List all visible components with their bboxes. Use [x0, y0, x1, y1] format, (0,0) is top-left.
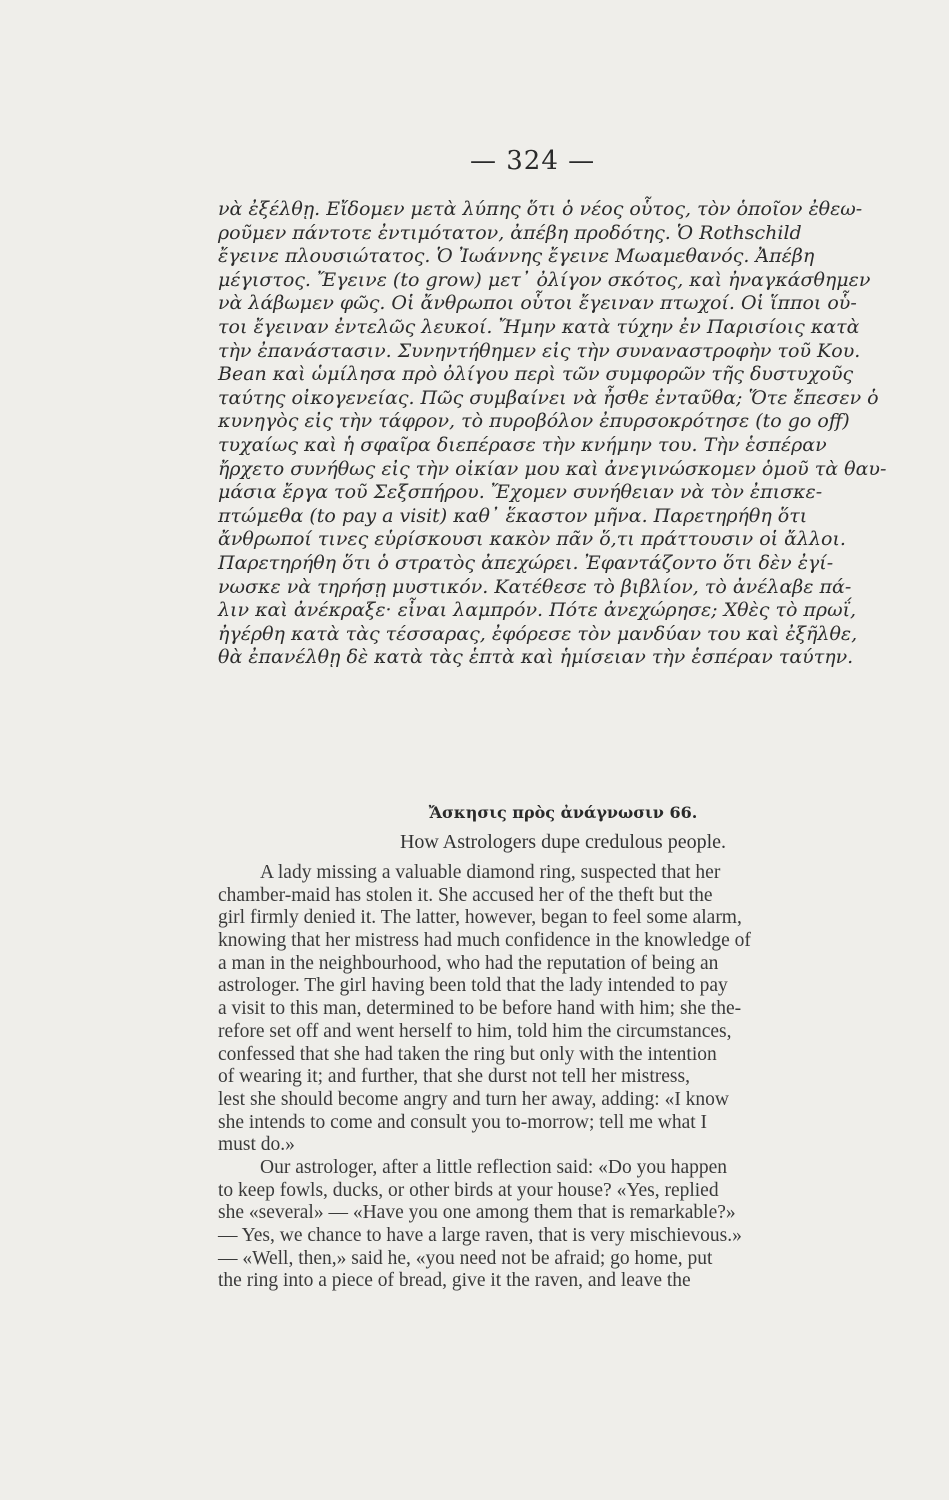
text-line: refore set off and went herself to him, told him the circumstances, — [218, 1020, 732, 1042]
text-line: ἤρχετο συνήθως εἰς τὴν οἰκίαν μου καὶ ἀνεγινώσκομεν ὁμοῦ τὰ θαυ- — [218, 457, 887, 480]
text-line: she intends to come and consult you to-morrow; tell me what I — [218, 1111, 708, 1133]
text-line: girl firmly denied it. The latter, however, began to feel some alarm, — [218, 907, 742, 929]
greek-exercise-text — [218, 198, 908, 670]
english-reading-text — [218, 862, 908, 1293]
text-line: νὰ ἐξέλθῃ. Εἴδομεν μετὰ λύπης ὅτι ὁ νέος οὗτος, τὸν ὁποῖον ἐθεω- — [218, 198, 863, 220]
text-line: chamber-maid has stolen it. She accused her of the theft but the — [218, 884, 713, 906]
text-line: ἠγέρθη κατὰ τὰς τέσσαρας, ἐφόρεσε τὸν μανδύαν του καὶ ἐξῆλθε, — [218, 622, 858, 645]
text-line: astrologer. The girl having been told that the lady intended to pay — [218, 975, 728, 997]
text-line: to keep fowls, ducks, or other birds at your house? «Yes, replied — [218, 1179, 719, 1201]
text-line: μάσια ἔργα τοῦ Σεξσπήρου. Ἔχομεν συνήθειαν νὰ τὸν ἐπισκε- — [218, 481, 823, 504]
text-line: ἄνθρωποί τινες εὑρίσκουσι κακὸν πᾶν ὅ,τι πράττουσιν οἱ ἄλλοι. — [218, 528, 846, 551]
text-line: knowing that her mistress had much confidence in the knowledge of — [218, 930, 751, 952]
text-line: μέγιστος. Ἔγεινε (to grow) μετ᾽ ὀλίγον σκότος, καὶ ἠναγκάσθημεν — [218, 268, 871, 291]
text-line: Παρετηρήθη ὅτι ὁ στρατὸς ἀπεχώρει. Ἐφαντάζοντο ὅτι δὲν ἐγί- — [218, 551, 834, 574]
text-line: A lady missing a valuable diamond ring, suspected that her — [260, 862, 721, 883]
text-line: Bean καὶ ὡμίλησα πρὸ ὀλίγου περὶ τῶν συμφορῶν τῆς δυστυχοῦς — [218, 363, 854, 386]
text-line: a visit to this man, determined to be before hand with him; she the- — [218, 998, 742, 1020]
text-line: the ring into a piece of bread, give it the raven, and leave the — [218, 1270, 691, 1292]
exercise-heading: Ἄσκησις πρὸς ἀνάγνωσιν 66. — [428, 803, 698, 822]
text-line: ροῦμεν πάντοτε ἐντιμότατον, ἀπέβη προδότης. Ὁ Rothschild — [218, 221, 802, 244]
text-line: ἔγεινε πλουσιώτατος. Ὁ Ἰωάννης ἔγεινε Μωαμεθανός. Ἀπέβη — [218, 245, 815, 268]
text-line: she «several» — «Have you one among them that is remarkable?» — [218, 1202, 736, 1224]
text-line: of wearing it; and further, that she durst not tell her mistress, — [218, 1066, 690, 1088]
text-line: lest she should become angry and turn her away, adding: «I know — [218, 1088, 730, 1110]
text-line: τοι ἔγειναν ἐντελῶς λευκοί. Ἤμην κατὰ τύχην ἐν Παρισίοις κατὰ — [218, 315, 860, 338]
text-line: Our astrologer, after a little reflection said: «Do you happen — [260, 1156, 728, 1178]
text-line: confessed that she had taken the ring but only with the intention — [218, 1043, 717, 1065]
text-line: a man in the neighbourhood, who had the reputation of being an — [218, 952, 719, 974]
text-line: — «Well, then,» said he, «you need not be afraid; go home, put — [218, 1247, 713, 1269]
text-line: λιν καὶ ἀνέκραξε· εἶναι λαμπρόν. Πότε ἀνεχώρησε; Χθὲς τὸ πρωΐ, — [218, 599, 857, 622]
exercise-title: How Astrologers dupe credulous people. — [399, 831, 727, 853]
text-line: πτώμεθα (to pay a visit) καθ᾽ ἕκαστον μῆνα. Παρετηρήθη ὅτι — [218, 504, 808, 527]
text-line: — Yes, we chance to have a large raven, that is very mischievous.» — [218, 1225, 742, 1246]
text-line: κυνηγὸς εἰς τὴν τάφρον, τὸ πυροβόλον ἐπυρσοκρότησε (to go off) — [218, 410, 850, 433]
text-line: must do.» — [218, 1134, 295, 1156]
page-number: — 324 — — [470, 146, 596, 176]
text-line: νὰ λάβωμεν φῶς. Οἱ ἄνθρωποι οὗτοι ἔγειναν πτωχοί. Οἱ ἵπποι οὗ- — [218, 292, 857, 315]
text-line: θὰ ἐπανέλθῃ δὲ κατὰ τὰς ἑπτὰ καὶ ἡμίσειαν τὴν ἑσπέραν ταύτην. — [218, 646, 854, 669]
text-line: τὴν ἐπανάστασιν. Συνηντήθημεν εἰς τὴν συναναστροφὴν τοῦ Κου. — [218, 339, 861, 362]
text-line: νωσκε νὰ τηρήσῃ μυστικόν. Κατέθεσε τὸ βιβλίον, τὸ ἀνέλαβε πά- — [218, 575, 852, 598]
text-line: τυχαίως καὶ ἡ σφαῖρα διεπέρασε τὴν κνήμην του. Τὴν ἑσπέραν — [218, 433, 827, 456]
text-line: ταύτης οἰκογενείας. Πῶς συμβαίνει νὰ ἦσθε ἐνταῦθα; Ὅτε ἔπεσεν ὁ — [218, 386, 879, 409]
